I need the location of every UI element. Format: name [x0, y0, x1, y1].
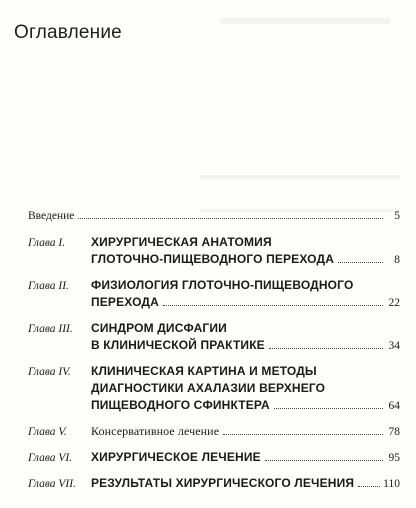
chapter-title-text: ДИАГНОСТИКИ АХАЛАЗИИ ВЕРХНЕГО — [91, 381, 326, 395]
chapter-page-number: 95 — [388, 452, 400, 464]
chapter-title-text: РЕЗУЛЬТАТЫ ХИРУРГИЧЕСКОГО ЛЕЧЕНИЯ — [91, 476, 355, 490]
toc-intro-page: 5 — [394, 210, 400, 222]
chapter-title-line — [91, 380, 400, 397]
chapter-title-line — [91, 449, 400, 467]
dot-leader — [274, 408, 383, 409]
dot-leader — [223, 434, 383, 435]
dot-leader — [338, 262, 383, 263]
chapter-page-number: 8 — [394, 254, 400, 266]
chapter-number: Глава I. — [28, 237, 66, 249]
chapter-title-block — [91, 320, 400, 355]
toc-chapter-row[interactable] — [28, 277, 400, 312]
chapter-title-block — [91, 277, 400, 312]
chapter-title-line — [91, 423, 400, 441]
chapter-page-number: 78 — [388, 426, 400, 438]
toc-chapter-row[interactable] — [28, 423, 400, 441]
chapter-page-number: 34 — [388, 340, 400, 352]
page-title: Оглавление — [14, 22, 122, 43]
chapter-title-text: ХИРУРГИЧЕСКОЕ ЛЕЧЕНИЕ — [91, 450, 261, 464]
chapter-title-line — [91, 337, 400, 355]
chapter-title-text: КЛИНИЧЕСКАЯ КАРТИНА И МЕТОДЫ — [91, 364, 317, 378]
table-of-contents — [28, 210, 400, 493]
chapter-title-block — [91, 475, 400, 493]
chapter-number: Глава II. — [28, 280, 69, 292]
chapter-title-text: ХИРУРГИЧЕСКАЯ АНАТОМИЯ — [91, 235, 272, 249]
toc-chapter-row[interactable] — [28, 449, 400, 467]
toc-chapter-row[interactable] — [28, 320, 400, 355]
chapter-title-line — [91, 397, 400, 415]
chapter-title-line — [91, 277, 400, 294]
toc-chapter-row[interactable] — [28, 475, 400, 493]
dot-leader — [163, 305, 383, 306]
chapter-title-text: ПИЩЕВОДНОГО СФИНКТЕРА — [91, 398, 270, 412]
chapter-number: Глава IV. — [28, 366, 71, 378]
chapter-title-line — [91, 234, 400, 251]
show-through-block-top — [220, 18, 390, 60]
chapter-title-block — [91, 449, 400, 467]
chapter-title-text: СИНДРОМ ДИСФАГИИ — [91, 321, 227, 335]
chapter-title-block — [91, 363, 400, 415]
chapter-title-line — [91, 363, 400, 380]
toc-chapter-row[interactable] — [28, 234, 400, 269]
dot-leader — [358, 486, 380, 487]
chapter-title-line — [91, 475, 400, 493]
chapter-number: Глава V. — [28, 426, 67, 438]
chapter-title-text: ПЕРЕХОДА — [91, 295, 159, 309]
chapter-title-line — [91, 320, 400, 337]
chapter-title-text: В КЛИНИЧЕСКОЙ ПРАКТИКЕ — [91, 338, 265, 352]
toc-chapter-list — [28, 234, 400, 493]
toc-chapter-row[interactable] — [28, 363, 400, 415]
chapter-title-line — [91, 294, 400, 312]
dot-leader — [265, 460, 383, 461]
chapter-number: Глава III. — [28, 323, 73, 335]
toc-intro-row[interactable] — [28, 210, 400, 230]
chapter-page-number: 22 — [388, 297, 400, 309]
chapter-page-number: 110 — [383, 478, 400, 490]
chapter-title-block — [91, 423, 400, 441]
chapter-title-block — [91, 234, 400, 269]
chapter-page-number: 64 — [388, 400, 400, 412]
chapter-title-text: Консервативное лечение — [91, 424, 220, 438]
chapter-title-line — [91, 251, 400, 269]
toc-intro-label: Введение — [28, 210, 75, 222]
chapter-number: Глава VII. — [28, 478, 76, 490]
chapter-title-text: ГЛОТОЧНО-ПИЩЕВОДНОГО ПЕРЕХОДА — [91, 252, 335, 266]
chapter-title-text: ФИЗИОЛОГИЯ ГЛОТОЧНО-ПИЩЕВОДНОГО — [91, 278, 354, 292]
dot-leader — [78, 218, 383, 219]
show-through-block-mid — [200, 175, 400, 212]
dot-leader — [269, 348, 383, 349]
chapter-number: Глава VI. — [28, 452, 73, 464]
